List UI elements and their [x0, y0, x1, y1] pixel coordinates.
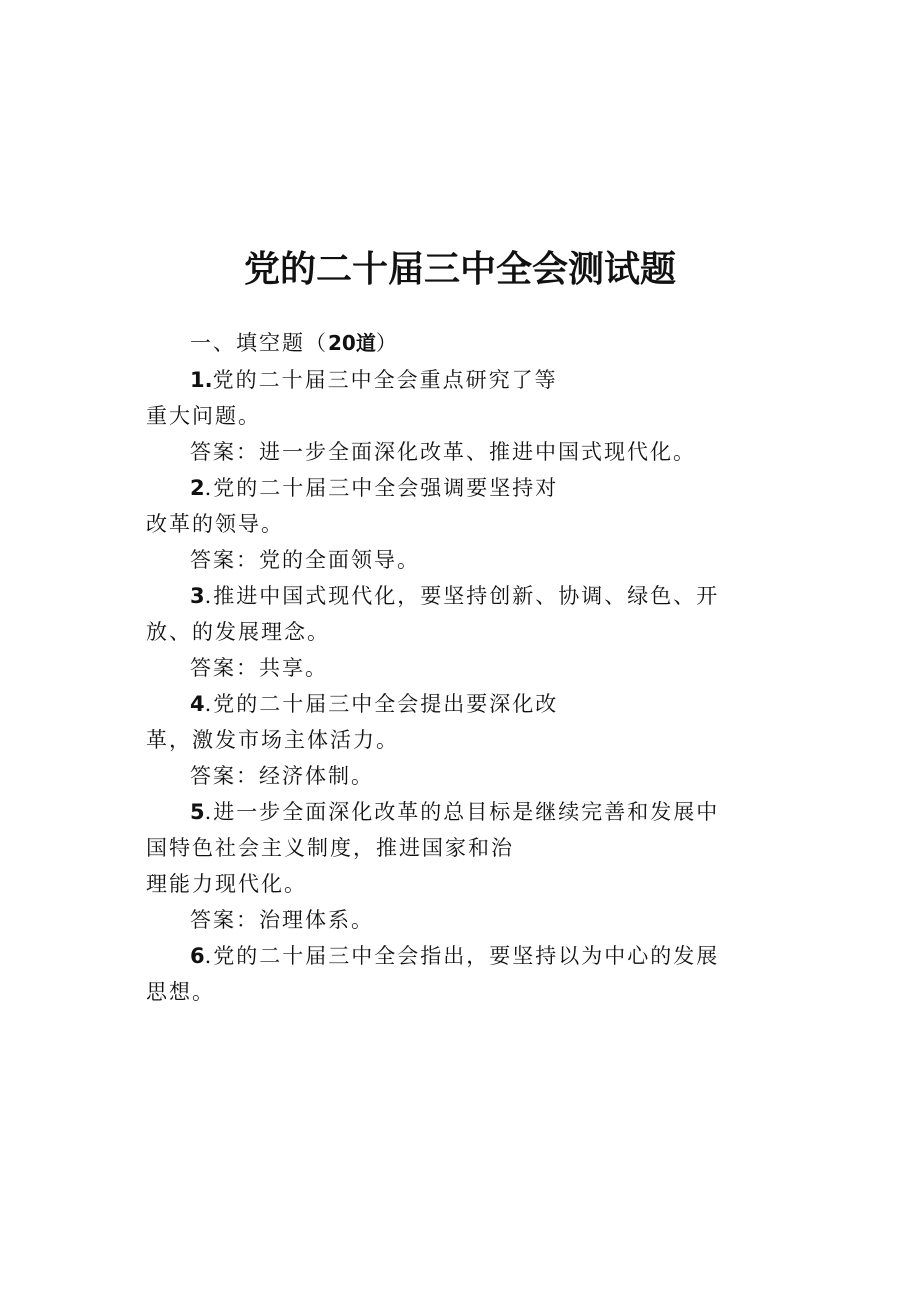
section-heading: [190, 328, 399, 358]
document-title: 党的二十届三中全会测试题: [243, 249, 676, 290]
question-5-continuation-2: 理能力现代化。: [146, 872, 307, 896]
question-4: [190, 689, 558, 719]
question-5: [190, 797, 719, 827]
question-6: [190, 941, 719, 971]
question-text: .推进中国式现代化，要坚持创新、协调、绿色、开: [204, 584, 720, 608]
question-text: .党的二十届三中全会强调要坚持对: [204, 476, 559, 500]
section-suffix: ）: [375, 331, 399, 355]
question-text: .党的二十届三中全会指出，要坚持以为中心的发展: [204, 944, 720, 968]
question-3: [190, 581, 719, 611]
question-4-continuation: 革，激发市场主体活力。: [146, 728, 399, 752]
question-text: .进一步全面深化改革的总目标是继续完善和发展中: [204, 800, 720, 824]
answer-1: 答案：进一步全面深化改革、推进中国式现代化。: [190, 440, 696, 464]
question-number: 6: [190, 944, 205, 968]
question-number: 1.: [190, 368, 213, 392]
section-prefix: 一、填空题（: [190, 331, 328, 355]
answer-3: 答案：共享。: [190, 656, 328, 680]
question-text: 党的二十届三中全会重点研究了等: [212, 368, 558, 392]
question-1: [190, 365, 558, 395]
question-2: [190, 473, 558, 503]
question-1-continuation: 重大问题。: [146, 404, 261, 428]
answer-5: 答案：治理体系。: [190, 908, 374, 932]
question-number: 4: [190, 692, 205, 716]
question-number: 2: [190, 476, 205, 500]
question-text: .党的二十届三中全会提出要深化改: [204, 692, 559, 716]
answer-4: 答案：经济体制。: [190, 764, 374, 788]
question-number: 3: [190, 584, 205, 608]
question-number: 5: [190, 800, 205, 824]
question-3-continuation: 放、的发展理念。: [146, 620, 330, 644]
question-2-continuation: 改革的领导。: [146, 512, 284, 536]
answer-2: 答案：党的全面领导。: [190, 548, 420, 572]
question-5-continuation: 国特色社会主义制度，推进国家和治: [146, 836, 514, 860]
section-count: 20道: [328, 331, 376, 355]
question-6-continuation: 思想。: [146, 980, 215, 1004]
